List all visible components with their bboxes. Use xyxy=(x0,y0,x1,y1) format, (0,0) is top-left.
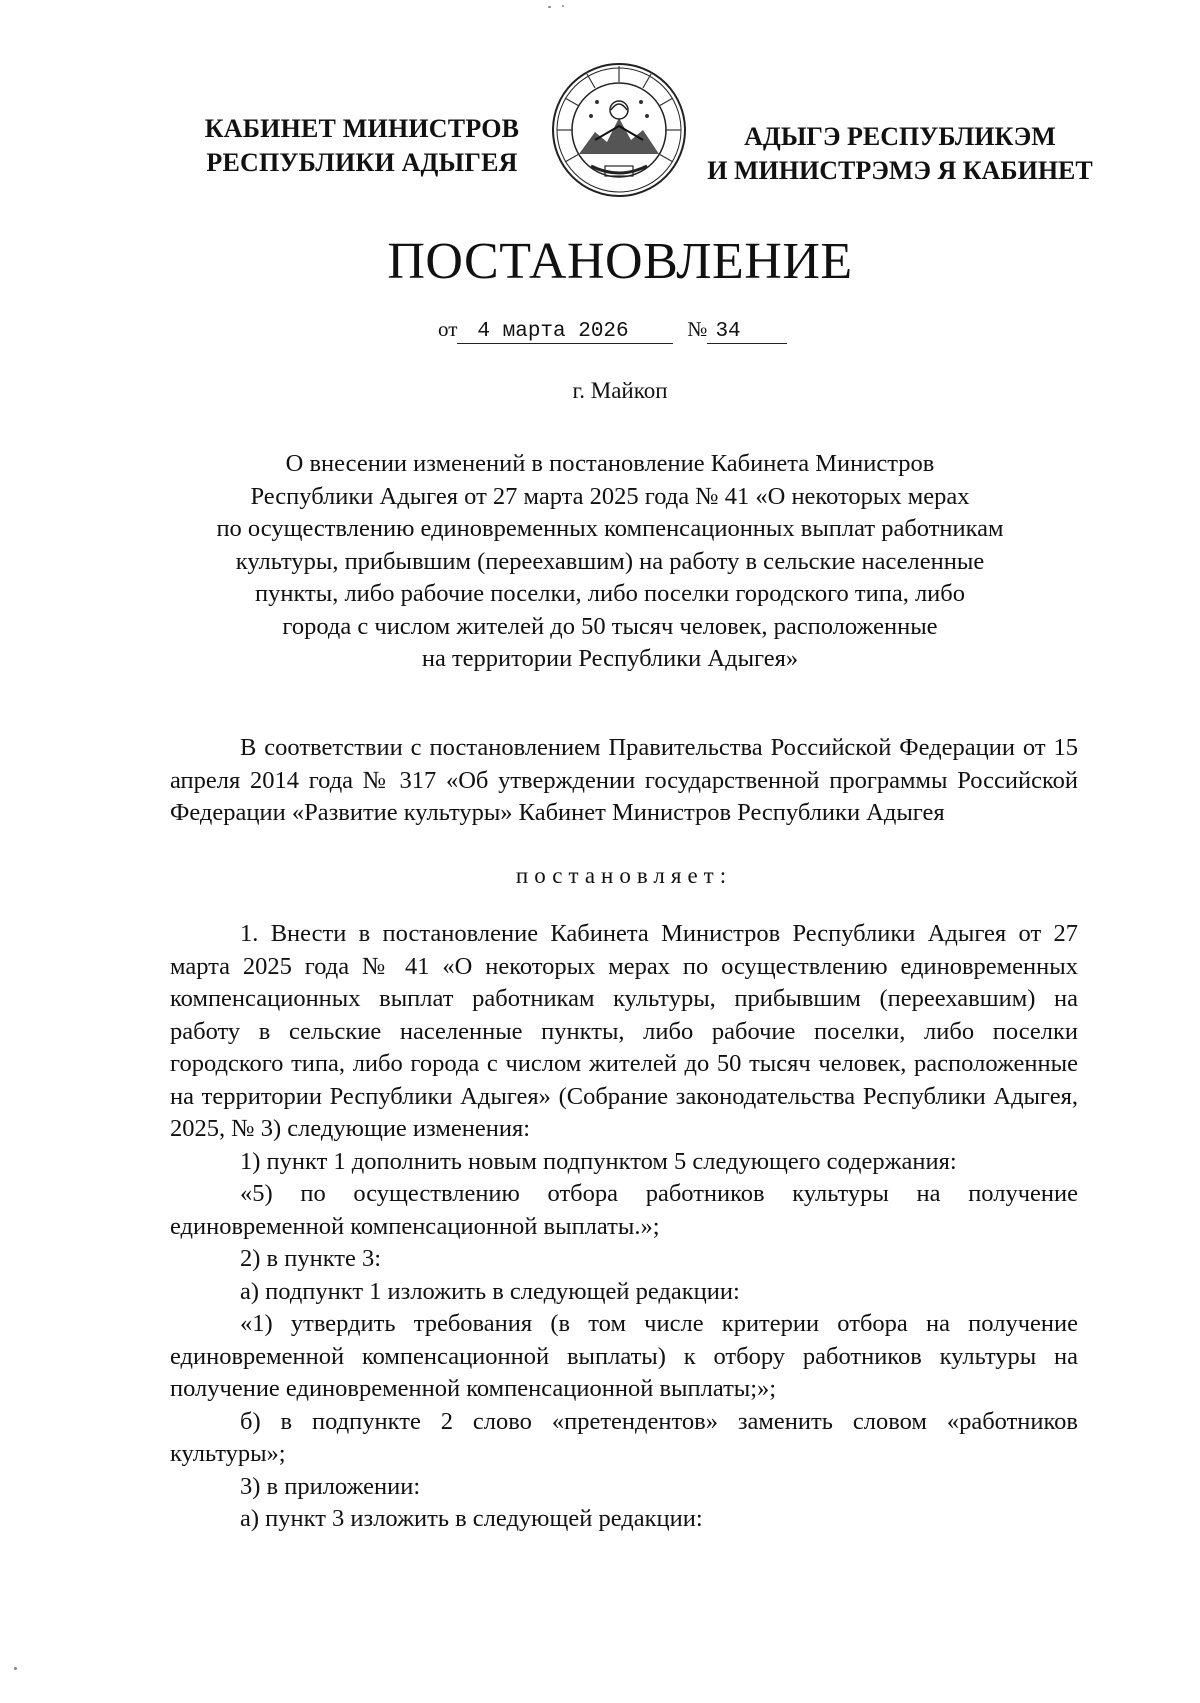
body-paragraph: 2) в пункте 3: xyxy=(240,1245,382,1272)
document-body xyxy=(170,732,1078,1536)
number-sign-label: № xyxy=(687,317,708,341)
issuer-name-adyghe xyxy=(700,120,1100,188)
body-paragraph: «1) утвердить требования (в том числе критерии отбора на получение единовременной компенсационной выплаты) к отбору работников культуры на получение единовременной компенсационной выплаты;»; xyxy=(170,1310,1078,1402)
body-paragraph: б) в подпункте 2 слово «претендентов» заменить словом «работников культуры»; xyxy=(170,1407,1078,1467)
body-paragraph: 1. Внести в постановление Кабинета Министров Республики Адыгея от 27 марта 2025 года № 41 «О некоторых мерах по осуществлению единовременных компенсационных выплат работникам культуры, прибывшим (переехавшим) на работу в сельские населенные пункты, либо рабочие поселки, либо поселки городского типа, либо города с числом жителей до 50 тысяч человек, расположенные на территории Республики Адыгея» (Собрание законодательства Республики Адыгея, 2025, № 3) следующие изменения: xyxy=(170,920,1078,1142)
document-date: 4 марта 2026 xyxy=(457,320,673,344)
subject-line: города с числом жителей до 50 тысяч человек, расположенные xyxy=(282,612,938,640)
document-subject xyxy=(160,448,1060,676)
issuer-adyghe-line-1: АДЫГЭ РЕСПУБЛИКЭМ xyxy=(744,122,1056,151)
document-title: ПОСТАНОВЛЕНИЕ xyxy=(387,233,853,290)
subject-line: пункты, либо рабочие поселки, либо поселки городского типа, либо xyxy=(254,580,965,607)
issuer-line-1: КАБИНЕТ МИНИСТРОВ xyxy=(204,114,520,143)
scan-speck xyxy=(562,5,564,7)
republic-adygea-emblem-icon xyxy=(551,62,687,198)
date-prefix-label: от xyxy=(438,317,458,341)
date-number-line xyxy=(438,317,787,344)
body-paragraph: а) пункт 3 изложить в следующей редакции: xyxy=(240,1505,703,1532)
issuer-adyghe-line-2: И МИНИСТРЭМЭ Я КАБИНЕТ xyxy=(707,156,1093,185)
subject-line: на территории Республики Адыгея» xyxy=(421,645,799,672)
subject-line: О внесении изменений в постановление Кабинета Министров xyxy=(285,450,935,477)
scan-speck xyxy=(548,6,551,8)
resolves-heading: постановляет: xyxy=(515,862,733,888)
issuer-name-russian xyxy=(192,112,532,180)
subject-line: по осуществлению единовременных компенсационных выплат работникам xyxy=(216,515,1004,542)
body-paragraph: а) подпункт 1 изложить в следующей редакции: xyxy=(240,1277,740,1305)
subject-line: Республики Адыгея от 27 марта 2025 года № 41 «О некоторых мерах xyxy=(250,482,970,510)
document-number: 34 xyxy=(707,320,787,344)
body-paragraph: 1) пункт 1 дополнить новым подпунктом 5 следующего содержания: xyxy=(240,1147,957,1175)
body-paragraph: 3) в приложении: xyxy=(240,1472,421,1500)
scan-speck xyxy=(14,1667,17,1670)
body-paragraph: «5) по осуществлению отбора работников культуры на получение единовременной компенсационной выплаты.»; xyxy=(170,1180,1078,1240)
subject-line: культуры, прибывшим (переехавшим) на работу в сельские населенные xyxy=(235,547,985,575)
city-of-issue: г. Майкоп xyxy=(572,378,668,403)
issuer-line-2: РЕСПУБЛИКИ АДЫГЕЯ xyxy=(206,148,518,177)
preamble-paragraph: В соответствии с постановлением Правительства Российской Федерации от 15 апреля 2014 года № 317 «Об утверждении государственной программы Российской Федерации «Развитие культуры» Кабинет Министров Республики Адыгея xyxy=(170,734,1078,826)
